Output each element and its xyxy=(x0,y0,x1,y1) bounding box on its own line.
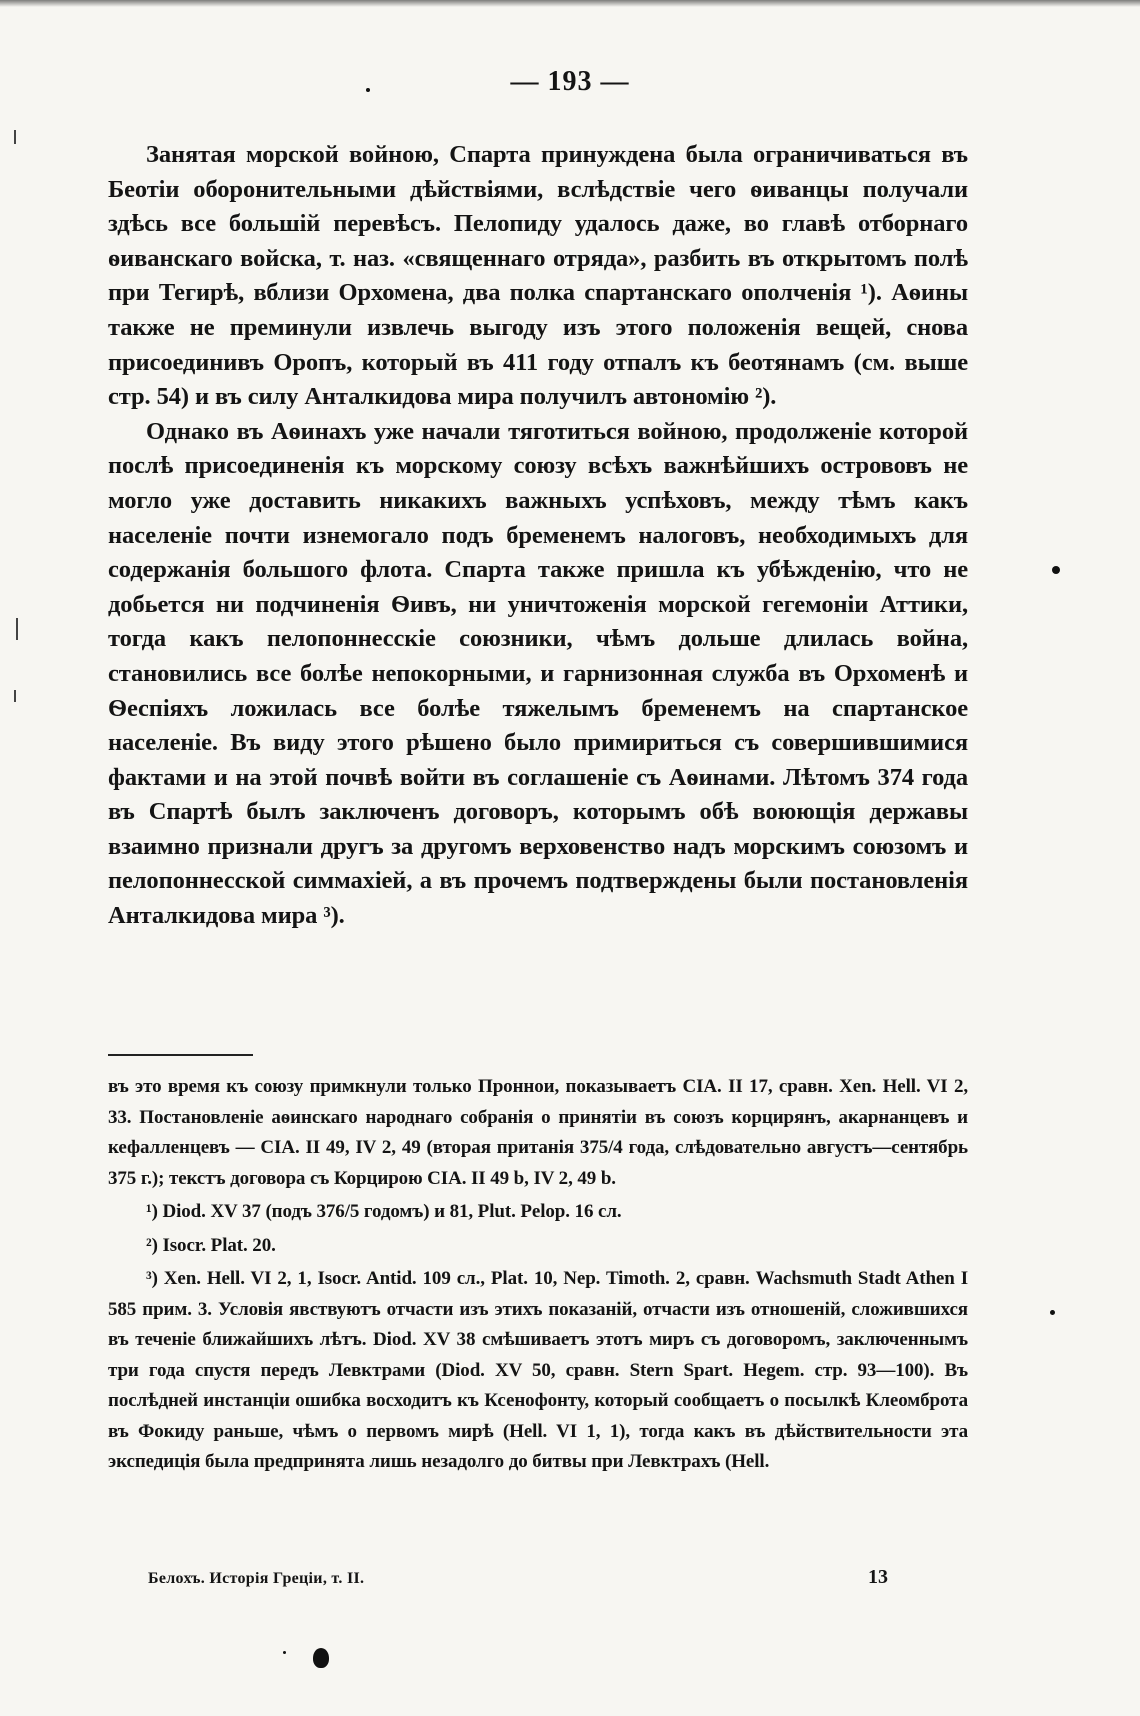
paragraph: Занятая морской войною, Спарта принуждена была ограничиваться въ Беотіи оборонительными дѣйствіями, вслѣдствіе чего ѳиванцы получали здѣсь все большій перевѣсъ. Пелопиду удалось даже, во главѣ отборнаго ѳиванскаго войска, т. наз. «священнаго отряда», разбить въ открытомъ полѣ при Тегирѣ, вблизи Орхомена, два полка спартанскаго ополченія ¹). Аѳины также не преминули извлечь выгоду изъ этого положенія вещей, снова присоединивъ Оропъ, который въ 411 году отпалъ къ беотянамъ (см. выше стр. 54) и въ силу Анталкидова мира получилъ автономію ²). xyxy=(108,141,968,411)
signature-line: Белохъ. Исторія Греціи, т. II. xyxy=(148,1570,365,1587)
ink-speck xyxy=(1052,566,1060,574)
paragraph: Однако въ Аѳинахъ уже начали тяготиться войною, продолженіе которой послѣ присоединенія къ морскому союзу всѣхъ важнѣйшихъ острововъ не могло уже доставить никакихъ важныхъ успѣховъ, между тѣмъ какъ населеніе почти изнемогало подъ бременемъ налоговъ, необходимыхъ для содержанія большого флота. Спарта также пришла къ убѣжденію, что не добьется ни подчиненія Ѳивъ, ни уничтоженія морской гегемоніи Аттики, тогда какъ пелопоннесскіе союзники, чѣмъ дольше длилась война, становились все болѣе непокорными, и гарнизонная служба въ Орхоменѣ и Ѳеспіяхъ ложилась все болѣе тяжелымъ бременемъ на спартанское населеніе. Въ виду этого рѣшено было примириться съ совершившимися фактами и на этой почвѣ войти въ соглашеніе съ Аѳинами. Лѣтомъ 374 года въ Спартѣ былъ заключенъ договоръ, которымъ обѣ воюющія державы взаимно признали другъ за другомъ верховенство надъ морскимъ союзомъ и пелопоннесской симмахіей, а въ прочемъ подтверждены были постановленія Анталкидова мира ³). xyxy=(108,417,968,930)
scan-top-edge xyxy=(0,0,1140,7)
footnote-continuation: въ это время къ союзу примкнули только Проннои, показываетъ CIA. II 17, сравн. Xen. Hell. VI 2, 33. Постановленіе аѳинскаго народнаго собранія о принятіи въ союзъ корцирянъ, акарнанцевъ и кефалленцевъ — CIA. II 49, IV 2, 49 (вторая пританія 375/4 года, слѣдовательно августъ—сентябрь 375 г.); текстъ договора съ Корцирою CIA. II 49 b, IV 2, 49 b. xyxy=(108,1076,968,1189)
margin-mark xyxy=(14,690,16,702)
margin-mark xyxy=(16,618,18,640)
footnote-3: ³) Xen. Hell. VI 2, 1, Isocr. Antid. 109 сл., Plat. 10, Nep. Timoth. 2, сравн. Wachsmuth Stadt Athen I 585 прим. 3. Условія явствуютъ отчасти изъ этихъ показаній, отчасти изъ отношеній, сложившихся въ теченіе ближайшихъ лѣтъ. Diod. XV 38 смѣшиваетъ этотъ миръ съ договоромъ, заключеннымъ три года спустя передъ Левктрами (Diod. XV 50, сравн. Stern Spart. Hegem. стр. 93—100). Въ послѣдней инстанціи ошибка восходитъ къ Ксенофонту, который сообщаетъ о посылкѣ Клеомброта въ Фокиду раньше, чѣмъ о первомъ мирѣ (Hell. VI 1, 1), тогда какъ въ дѣйствительности эта экспедиція была предпринята лишь незадолго до битвы при Левктрахъ (Hell. xyxy=(108,1268,968,1472)
footnotes xyxy=(108,1072,968,1481)
sheet-number: 13 xyxy=(868,1566,888,1588)
footnote-1: ¹) Diod. XV 37 (подъ 376/5 годомъ) и 81, Plut. Pelop. 16 сл. xyxy=(146,1201,622,1222)
footnote-2: ²) Isocr. Plat. 20. xyxy=(146,1234,276,1256)
ink-speck xyxy=(1050,1310,1055,1315)
footnote-separator xyxy=(108,1054,253,1056)
ink-speck xyxy=(366,88,370,92)
ink-blot xyxy=(313,1648,329,1668)
page-number: — 193 — xyxy=(510,66,630,97)
margin-mark xyxy=(14,130,16,144)
main-text xyxy=(108,138,968,934)
ink-speck xyxy=(283,1651,286,1654)
